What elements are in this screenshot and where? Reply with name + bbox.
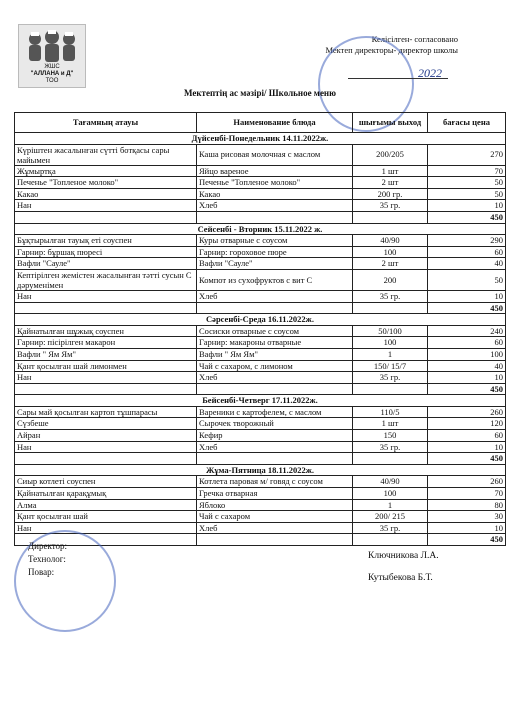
dish-price: 30	[428, 511, 506, 523]
table-row	[15, 430, 506, 442]
table-row	[15, 499, 506, 511]
dish-kz: Вафли " Ям Ям"	[15, 348, 197, 360]
dish-ru: Гарнир: гороховое пюре	[197, 246, 353, 258]
dish-kz: Қант қосылған шай лимонмен	[15, 360, 197, 372]
table-row	[15, 325, 506, 337]
total-empty	[353, 302, 428, 314]
day-title: Бейсенбі-Четверг 17.11.2022ж.	[15, 395, 506, 407]
dish-ru: Яблоко	[197, 499, 353, 511]
day-total: 450	[428, 453, 506, 465]
dish-price: 270	[428, 144, 506, 165]
logo-line1: ЖШС	[44, 64, 60, 70]
dish-ru: Хлеб	[197, 522, 353, 534]
dish-ru: Хлеб	[197, 200, 353, 212]
table-row	[15, 372, 506, 384]
day-title: Сейсенбі - Вторник 15.11.2022 ж.	[15, 223, 506, 235]
dish-kz: Гарнир: пісірілген макарон	[15, 337, 197, 349]
dish-kz: Сиыр котлеті соуспен	[15, 476, 197, 488]
total-empty	[15, 453, 197, 465]
signer-name-2: Кутыбекова Б.Т.	[368, 573, 433, 583]
dish-price: 290	[428, 235, 506, 247]
total-empty	[197, 302, 353, 314]
page-title: Мектептің ас мәзірі/ Школьное меню	[183, 88, 336, 98]
dish-price: 80	[428, 499, 506, 511]
dish-yield: 2 шт	[353, 258, 428, 270]
dish-yield: 35 гр.	[353, 372, 428, 384]
header-ru-name: Наименование блюда	[197, 113, 353, 133]
table-header-row	[15, 113, 506, 133]
dish-ru: Сосиски отварные с соусом	[197, 325, 353, 337]
total-row	[15, 383, 506, 395]
director-label: Директор:	[28, 541, 68, 551]
dish-yield: 35 гр.	[353, 441, 428, 453]
table-row	[15, 290, 506, 302]
dish-ru: Печенье "Топленое молоко"	[197, 177, 353, 189]
total-empty	[15, 383, 197, 395]
total-empty	[353, 453, 428, 465]
total-empty	[15, 211, 197, 223]
total-empty	[353, 534, 428, 546]
table-row	[15, 337, 506, 349]
table-row	[15, 360, 506, 372]
dish-ru: Сырочек творожный	[197, 418, 353, 430]
day-title: Дүйсенбі-Понедельник 14.11.2022ж.	[15, 133, 506, 145]
dish-price: 10	[428, 522, 506, 534]
table-row	[15, 177, 506, 189]
approval-line1: Келісілген- согласовано	[371, 34, 458, 44]
table-row	[15, 406, 506, 418]
dish-kz: Кептірілген жемістен жасалынған тәтті сусын С дәруменімен	[15, 269, 197, 290]
dish-yield: 1 шт	[353, 165, 428, 177]
approval-date: 2022	[418, 66, 442, 80]
logo-line3: ТОО	[45, 78, 59, 84]
chef-figures-icon	[23, 29, 81, 63]
dish-yield: 2 шт	[353, 177, 428, 189]
header-kz-name: Тағамның атауы	[15, 113, 197, 133]
dish-price: 60	[428, 337, 506, 349]
dish-kz: Бұқтырылған тауық еті соуспен	[15, 235, 197, 247]
header-price: бағасы цена	[428, 113, 506, 133]
dish-price: 10	[428, 290, 506, 302]
signatures-labels	[28, 540, 67, 579]
dish-kz: Күріштен жасалынған сүтті ботқасы сары майымен	[15, 144, 197, 165]
day-header-row	[15, 133, 506, 145]
dish-ru: Каша рисовая молочная с маслом	[197, 144, 353, 165]
menu-table	[14, 112, 506, 546]
dish-ru: Чай с сахаром, с лимоном	[197, 360, 353, 372]
dish-price: 60	[428, 246, 506, 258]
header-yield: шығымы выход	[353, 113, 428, 133]
dish-yield: 150/ 15/7	[353, 360, 428, 372]
dish-yield: 200/ 215	[353, 511, 428, 523]
total-row	[15, 211, 506, 223]
total-row	[15, 302, 506, 314]
dish-yield: 35 гр.	[353, 522, 428, 534]
dish-yield: 40/90	[353, 476, 428, 488]
dish-price: 10	[428, 372, 506, 384]
dish-kz: Нан	[15, 200, 197, 212]
dish-yield: 110/5	[353, 406, 428, 418]
dish-price: 100	[428, 348, 506, 360]
dish-ru: Хлеб	[197, 290, 353, 302]
dish-kz: Қайнатылған шұжық соуспен	[15, 325, 197, 337]
dish-ru: Гарнир: макароны отварные	[197, 337, 353, 349]
total-empty	[197, 534, 353, 546]
table-row	[15, 511, 506, 523]
dish-yield: 150	[353, 430, 428, 442]
dish-yield: 1	[353, 499, 428, 511]
dish-price: 50	[428, 177, 506, 189]
dish-yield: 35 гр.	[353, 290, 428, 302]
dish-price: 40	[428, 258, 506, 270]
dish-yield: 100	[353, 246, 428, 258]
table-row	[15, 522, 506, 534]
table-row	[15, 200, 506, 212]
dish-yield: 200/205	[353, 144, 428, 165]
total-empty	[197, 383, 353, 395]
table-row	[15, 188, 506, 200]
dish-price: 70	[428, 165, 506, 177]
table-row	[15, 269, 506, 290]
dish-price: 260	[428, 406, 506, 418]
total-empty	[197, 453, 353, 465]
day-total: 450	[428, 534, 506, 546]
dish-kz: Айран	[15, 430, 197, 442]
total-row	[15, 453, 506, 465]
table-row	[15, 488, 506, 500]
table-row	[15, 235, 506, 247]
day-total: 450	[428, 383, 506, 395]
dish-price: 50	[428, 269, 506, 290]
dish-price: 60	[428, 430, 506, 442]
day-title: Сәрсенбі-Среда 16.11.2022ж.	[15, 314, 506, 326]
table-row	[15, 246, 506, 258]
dish-kz: Нан	[15, 441, 197, 453]
dish-ru: Хлеб	[197, 441, 353, 453]
total-empty	[353, 383, 428, 395]
dish-kz: Алма	[15, 499, 197, 511]
dish-yield: 100	[353, 488, 428, 500]
day-title: Жұма-Пятница 18.11.2022ж.	[15, 464, 506, 476]
table-row	[15, 165, 506, 177]
dish-kz: Какао	[15, 188, 197, 200]
dish-yield: 40/90	[353, 235, 428, 247]
table-row	[15, 144, 506, 165]
dish-ru: Какао	[197, 188, 353, 200]
dish-price: 10	[428, 441, 506, 453]
dish-ru: Вареники с картофелем, с маслом	[197, 406, 353, 418]
dish-price: 70	[428, 488, 506, 500]
dish-kz: Қайнатылған қарақұмық	[15, 488, 197, 500]
dish-kz: Нан	[15, 372, 197, 384]
dish-kz: Гарнир: бұршақ пюресі	[15, 246, 197, 258]
dish-yield: 100	[353, 337, 428, 349]
total-empty	[197, 211, 353, 223]
table-row	[15, 348, 506, 360]
dish-ru: Чай с сахаром	[197, 511, 353, 523]
dish-price: 40	[428, 360, 506, 372]
dish-price: 260	[428, 476, 506, 488]
dish-kz: Нан	[15, 522, 197, 534]
dish-price: 10	[428, 200, 506, 212]
dish-price: 50	[428, 188, 506, 200]
logo-line2: "АЛЛАНА и Д"	[30, 71, 74, 77]
dish-ru: Компот из сухофруктов с вит С	[197, 269, 353, 290]
dish-yield: 1	[353, 348, 428, 360]
dish-kz: Сүзбеше	[15, 418, 197, 430]
dish-ru: Котлета паровая м/ говяд с соусом	[197, 476, 353, 488]
dish-yield: 200 гр.	[353, 188, 428, 200]
dish-ru: Вафли " Ям Ям"	[197, 348, 353, 360]
table-row	[15, 258, 506, 270]
technologist-label: Технолог:	[28, 554, 66, 564]
day-header-row	[15, 464, 506, 476]
dish-kz: Печенье "Топленое молоко"	[15, 177, 197, 189]
dish-kz: Сары май қосылған картоп тұшпарасы	[15, 406, 197, 418]
total-empty	[353, 211, 428, 223]
table-row	[15, 418, 506, 430]
approval-line2: Мектеп директоры- директор школы	[325, 45, 458, 55]
day-header-row	[15, 395, 506, 407]
cook-label: Повар:	[28, 567, 55, 577]
dish-ru: Яйцо вареное	[197, 165, 353, 177]
dish-kz: Қант қосылған шай	[15, 511, 197, 523]
day-header-row	[15, 314, 506, 326]
dish-ru: Кефир	[197, 430, 353, 442]
dish-kz: Вафли "Сауле"	[15, 258, 197, 270]
dish-ru: Гречка отварная	[197, 488, 353, 500]
company-logo	[18, 24, 86, 88]
dish-yield: 35 гр.	[353, 200, 428, 212]
dish-yield: 200	[353, 269, 428, 290]
dish-yield: 50/100	[353, 325, 428, 337]
table-row	[15, 441, 506, 453]
table-row	[15, 476, 506, 488]
dish-kz: Нан	[15, 290, 197, 302]
dish-kz: Жұмыртқа	[15, 165, 197, 177]
total-empty	[15, 302, 197, 314]
dish-ru: Куры отварные с соусом	[197, 235, 353, 247]
signatures-names	[368, 545, 439, 589]
day-header-row	[15, 223, 506, 235]
signer-name-1: Ключникова Л.А.	[368, 551, 439, 561]
dish-price: 240	[428, 325, 506, 337]
dish-yield: 1 шт	[353, 418, 428, 430]
day-total: 450	[428, 302, 506, 314]
dish-ru: Хлеб	[197, 372, 353, 384]
dish-ru: Вафли "Сауле"	[197, 258, 353, 270]
day-total: 450	[428, 211, 506, 223]
dish-price: 120	[428, 418, 506, 430]
